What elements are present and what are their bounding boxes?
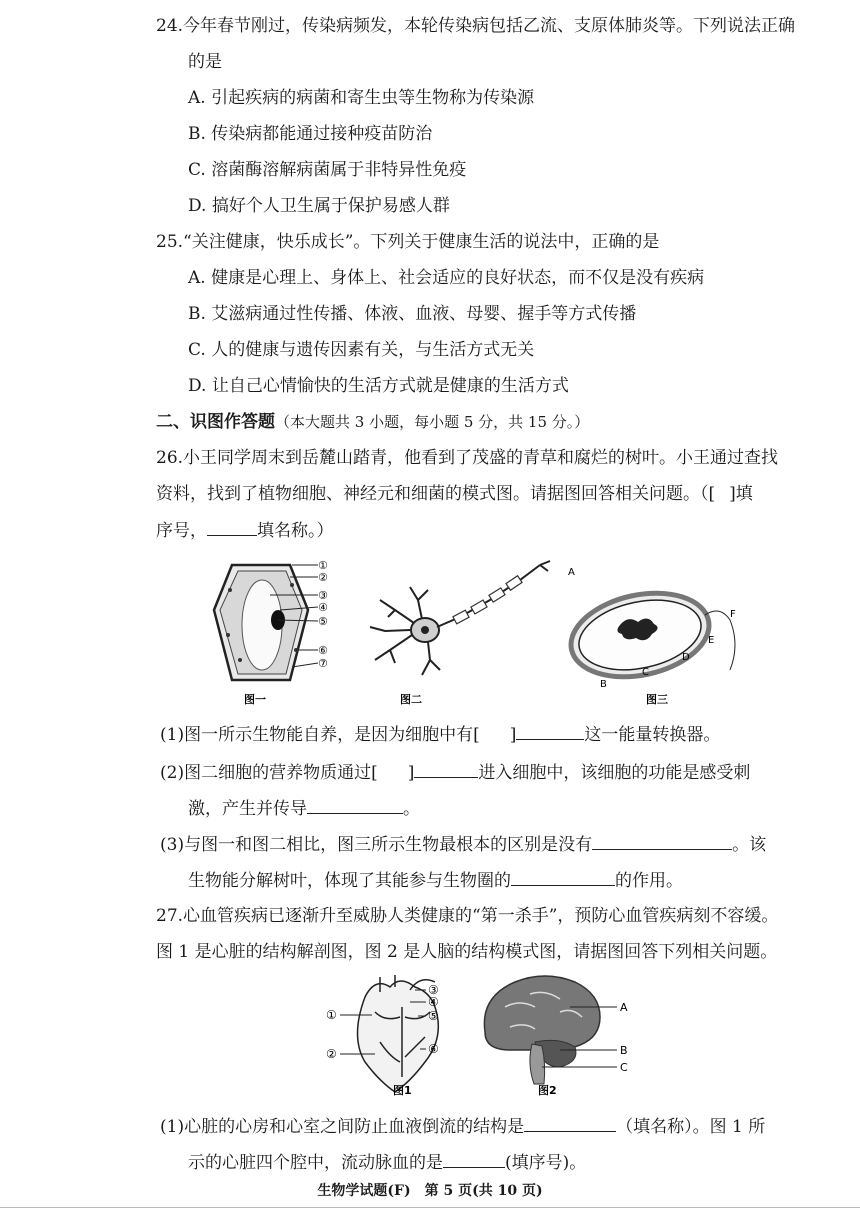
bact-label-d: D [682,652,690,663]
q26-part3-cont [188,868,683,893]
heart-label-6: ⑥ [428,1042,439,1056]
q26-part1-a: (1)图一所示生物能自养，是因为细胞中有[ [160,725,480,745]
q26-part3-d: 的作用。 [615,871,683,891]
q27-part1-b: （填名称）。图 1 所 [616,1117,766,1137]
q24-option-b: B. 传染病都能通过接种疫苗防治 [188,124,433,144]
q27-stem-line1: 27.心血管疾病已逐渐升至威胁人类健康的“第一杀手”，预防心血管疾病刻不容缓。 [156,906,779,926]
q25-stem: 25.“关注健康，快乐成长”。下列关于健康生活的说法中，正确的是 [156,232,660,252]
q26-part3-b: 。该 [732,835,767,855]
plant-cell-diagram [214,565,318,680]
q26-part2-blank [414,760,478,778]
q24-stem-line1: 24.今年春节刚过，传染病频发，本轮传染病包括乙流、支原体肺炎等。下列说法正确 [156,16,796,36]
heart-label-2: ② [326,1047,337,1061]
brain-label-a: A [620,1001,628,1014]
q26-part2-d: 激，产生并传导 [188,799,307,819]
q26-part3-blank2 [511,868,615,886]
q26-part3 [160,832,766,857]
plant-label-1: ① [318,559,328,572]
q26-figures [200,555,740,710]
bact-label-e: E [708,635,715,646]
q27-stem-line2: 图 1 是心脏的结构解剖图，图 2 是人脑的结构模式图，请据图回答下列相关问题。 [156,942,778,962]
q27-part1-cont [188,1150,586,1175]
q26-stem-line2-end: ]填 [729,484,753,504]
fig1-caption: 图一 [244,693,266,706]
q26-blank-example [207,518,257,536]
q26-stem-line2 [156,482,753,506]
fig2-caption: 图二 [400,693,422,706]
q27-part1-a: (1)心脏的心房和心室之间防止血液倒流的结构是 [160,1117,525,1137]
q26-part2-blank2 [307,796,403,814]
fig3-caption: 图三 [646,693,668,706]
plant-label-6: ⑥ [318,644,328,657]
brain-fig-caption: 图2 [538,1084,557,1097]
q26-part2-e: 。 [403,799,420,819]
heart-label-5: ⑤ [428,1009,439,1023]
q27-part1-blank [524,1114,616,1132]
q26-stem-line3-b: 填名称。） [257,521,334,541]
section2-title: 二、识图作答题 [156,412,275,432]
q26-stem-line1: 26.小王同学周末到岳麓山踏青，他看到了茂盛的青草和腐烂的树叶。小王通过查找 [156,448,779,468]
q27-figures [320,972,650,1100]
heart-diagram [358,975,439,1092]
q24-option-c: C. 溶菌酶溶解病菌属于非特异性免疫 [188,160,467,180]
bact-label-a: A [568,567,575,578]
q26-part2 [160,760,750,785]
plant-label-5: ⑤ [318,615,328,628]
q25-option-d: D. 让自己心情愉快的生活方式就是健康的生活方式 [188,376,569,396]
plant-label-3: ③ [318,589,328,602]
q27-part1-d: (填序号)。 [505,1153,587,1173]
q26-stem-line2-text: 资料，找到了植物细胞、神经元和细菌的模式图。请据图回答相关问题。（[ [156,484,716,504]
plant-label-4: ④ [318,601,328,614]
heart-label-1: ① [326,1008,337,1022]
q26-stem-line3 [156,518,334,543]
q26-part1 [160,722,720,747]
q26-part3-c: 生物能分解树叶，体现了其能参与生物圈的 [188,871,511,891]
q24-option-d: D. 搞好个人卫生属于保护易感人群 [188,196,450,216]
plant-label-2: ② [318,571,328,584]
q25-option-b: B. 艾滋病通过性传播、体液、血液、母婴、握手等方式传播 [188,304,637,324]
q26-part3-a: (3)与图一和图二相比，图三所示生物最根本的区别是没有 [160,835,593,855]
q26-part2-cont [188,796,420,821]
section2-note: （本大题共 3 小题，每小题 5 分，共 15 分。） [275,413,590,431]
q25-option-c: C. 人的健康与遗传因素有关，与生活方式无关 [188,340,535,360]
q27-part1 [160,1114,765,1139]
q24-option-a: A. 引起疾病的病菌和寄生虫等生物称为传染源 [188,88,535,108]
heart-fig-caption: 图1 [393,1084,412,1097]
brain-diagram [484,976,600,1084]
q26-stem-line3-a: 序号， [156,521,207,541]
q26-part1-blank [516,722,584,740]
q27-part1-c: 示的心脏四个腔中，流动脉血的是 [188,1153,443,1173]
page-footer: 生物学试题(F) 第 5 页(共 10 页) [317,1183,543,1199]
q24-stem-line2: 的是 [188,52,222,72]
q26-part2-c: 进入细胞中，该细胞的功能是感受刺 [478,763,751,783]
bact-label-c: C [642,667,649,678]
footer-divider [0,1207,860,1208]
brain-label-b: B [620,1044,628,1057]
q27-part1-blank2 [443,1150,505,1168]
heart-label-4: ④ [428,995,439,1009]
q26-part2-b: ] [407,763,415,783]
q25-option-a: A. 健康是心理上、身体上、社会适应的良好状态，而不仅是没有疾病 [188,268,705,288]
bact-label-f: F [730,609,736,620]
myelin-sheath [453,576,522,624]
bact-label-b: B [600,679,607,690]
q26-part1-c: 这一能量转换器。 [584,725,721,745]
q26-part1-b: ] [509,725,517,745]
plant-label-7: ⑦ [318,657,328,670]
q26-part3-blank [592,832,732,850]
q26-part2-a: (2)图二细胞的营养物质通过[ [160,763,378,783]
brain-label-c: C [620,1061,628,1074]
heart-label-3: ③ [428,983,439,997]
section2-header [156,410,589,434]
